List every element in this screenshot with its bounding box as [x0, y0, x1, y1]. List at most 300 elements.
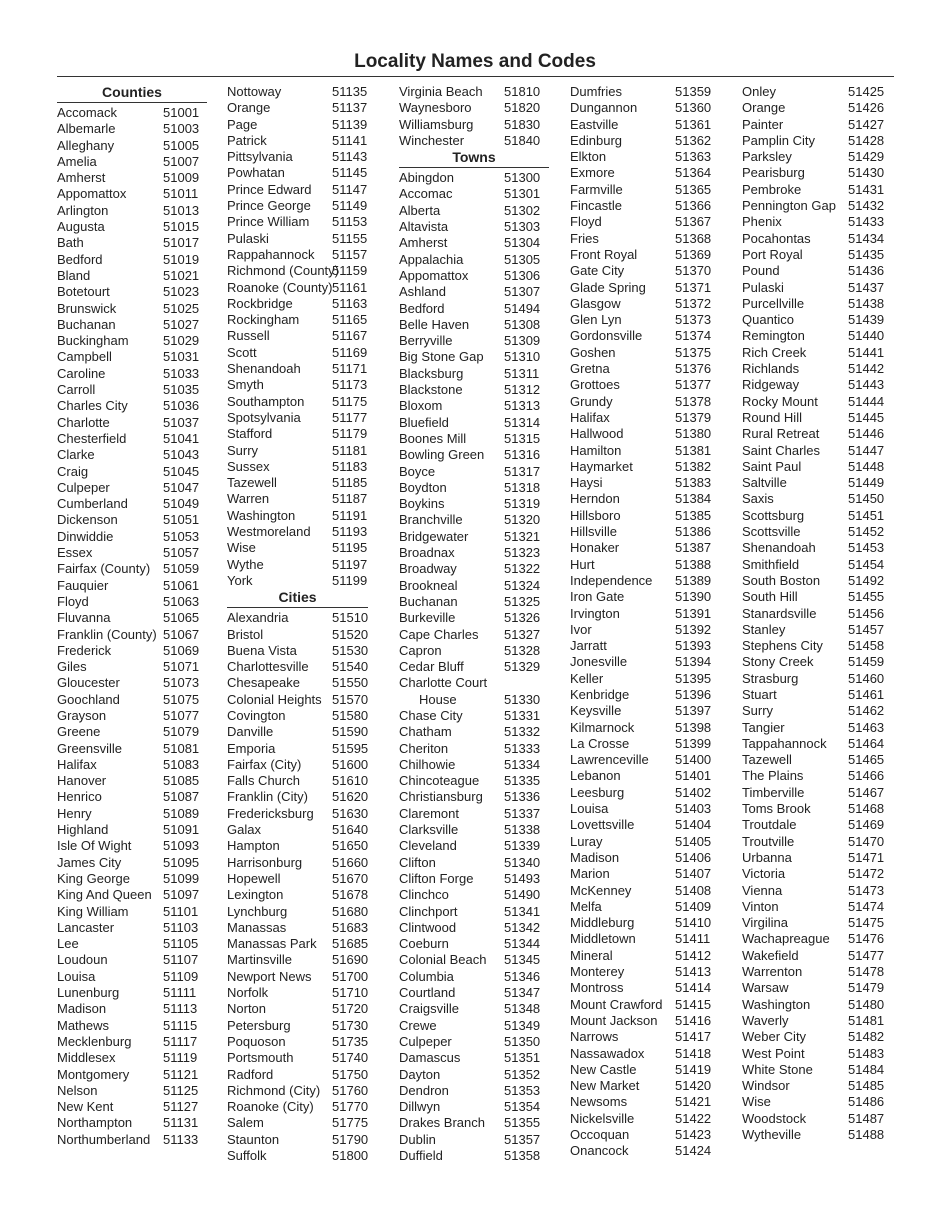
- locality-code: 51353: [504, 1082, 541, 1098]
- locality-row: [57, 301, 207, 317]
- locality-row: [570, 1046, 720, 1062]
- locality-name: Parksley: [742, 149, 792, 165]
- locality-code: 51344: [504, 936, 541, 952]
- locality-code: 51388: [675, 556, 712, 572]
- locality-code: 51376: [675, 361, 712, 377]
- locality-row: [227, 443, 372, 459]
- locality-row: [227, 1132, 372, 1148]
- locality-code: 51750: [332, 1066, 369, 1082]
- locality-code: 51133: [163, 1131, 199, 1147]
- locality-code: 51077: [163, 707, 200, 723]
- locality-code: 51330: [504, 691, 541, 707]
- locality-code: 51416: [675, 1012, 712, 1028]
- locality-code: 51105: [163, 936, 199, 952]
- locality-row: [227, 952, 372, 968]
- locality-row: [570, 817, 720, 833]
- locality-row: [399, 512, 549, 528]
- locality-code: 51580: [332, 707, 369, 723]
- locality-row: [227, 508, 372, 524]
- locality-row: [399, 561, 549, 577]
- locality-code: 51447: [848, 442, 885, 458]
- locality-code: 51199: [332, 572, 368, 588]
- locality-name: Damascus: [399, 1050, 461, 1066]
- locality-row: [742, 1013, 892, 1029]
- locality-row: [742, 638, 892, 654]
- locality-code: 51155: [332, 230, 368, 246]
- locality-name: Roanoke (City): [227, 1099, 314, 1115]
- locality-name: Wytheville: [742, 1127, 802, 1142]
- locality-code: 51159: [332, 263, 368, 279]
- locality-row: [742, 280, 892, 296]
- locality-code: 51057: [163, 545, 200, 561]
- locality-name: West Point: [742, 1045, 805, 1061]
- locality-code: 51570: [332, 691, 369, 707]
- locality-name: Strasburg: [742, 670, 799, 686]
- locality-name: Lynchburg: [227, 903, 288, 919]
- locality-code: 51097: [163, 887, 200, 903]
- locality-code: 51386: [675, 524, 712, 540]
- locality-name: Warren: [227, 491, 270, 507]
- locality-name: Melfa: [570, 898, 602, 914]
- locality-row: [57, 724, 207, 740]
- locality-code: 51377: [675, 377, 712, 393]
- locality-code: 51448: [848, 458, 885, 474]
- locality-row: [570, 117, 720, 133]
- locality-code: 51472: [848, 866, 885, 882]
- locality-row: [227, 708, 372, 724]
- locality-row: [742, 768, 892, 784]
- locality-row: [570, 377, 720, 393]
- locality-code: 51023: [163, 284, 200, 300]
- locality-code: 51115: [163, 1017, 198, 1033]
- locality-row: [742, 801, 892, 817]
- locality-code: 51425: [848, 84, 885, 99]
- locality-code: 51493: [504, 870, 541, 886]
- locality-row: [570, 720, 720, 736]
- locality-row: [227, 610, 372, 626]
- locality-name: Greene: [57, 724, 101, 740]
- locality-name: Hillsboro: [570, 507, 621, 523]
- locality-row: [57, 1034, 207, 1050]
- locality-name: Chesapeake: [227, 675, 300, 691]
- locality-row: [742, 622, 892, 638]
- locality-row: [570, 980, 720, 996]
- locality-code: 51820: [504, 100, 541, 116]
- locality-row: [227, 1050, 372, 1066]
- locality-row: [742, 654, 892, 670]
- locality-row: [399, 724, 549, 740]
- locality-row: [399, 235, 549, 251]
- locality-name: Petersburg: [227, 1017, 291, 1033]
- locality-row: [570, 622, 720, 638]
- locality-name: Stanardsville: [742, 605, 817, 621]
- locality-code: 51093: [163, 838, 200, 854]
- locality-name: Port Royal: [742, 246, 803, 262]
- locality-code: 51363: [675, 149, 712, 165]
- locality-code: 51195: [332, 540, 368, 556]
- locality-row: [227, 887, 372, 903]
- locality-code: 51660: [332, 854, 369, 870]
- locality-code: 51375: [675, 344, 712, 360]
- locality-name: Claremont: [399, 805, 459, 821]
- locality-code: 51332: [504, 724, 541, 740]
- locality-row: [570, 899, 720, 915]
- locality-row: [742, 752, 892, 768]
- locality-row: [227, 627, 372, 643]
- locality-name: Alberta: [399, 202, 441, 218]
- locality-code: 51009: [163, 170, 200, 186]
- locality-name: New Kent: [57, 1099, 114, 1115]
- locality-name: Amelia: [57, 153, 97, 169]
- locality-name: Shenandoah: [227, 361, 301, 377]
- locality-name: Prince Edward: [227, 181, 312, 197]
- locality-row: [227, 475, 372, 491]
- locality-name: Pound: [742, 263, 780, 279]
- locality-code: 51369: [675, 246, 712, 262]
- locality-name: Appomattox: [399, 267, 469, 283]
- locality-name: Lebanon: [570, 768, 621, 784]
- locality-name: Dinwiddie: [57, 528, 114, 544]
- locality-code: 51181: [332, 442, 368, 458]
- locality-name: Mount Crawford: [570, 996, 663, 1012]
- locality-row: [570, 606, 720, 622]
- locality-row: [742, 703, 892, 719]
- locality-name: Pittsylvania: [227, 149, 293, 165]
- locality-name: McKenney: [570, 882, 632, 898]
- locality-name: Victoria: [742, 866, 786, 882]
- locality-row: [57, 1132, 207, 1148]
- locality-row: [57, 594, 207, 610]
- locality-code: 51306: [504, 267, 541, 283]
- locality-name: Culpeper: [399, 1033, 452, 1049]
- locality-code: 51323: [504, 545, 541, 561]
- locality-code: 51610: [332, 773, 369, 789]
- locality-row: [399, 170, 549, 186]
- locality-row: [57, 529, 207, 545]
- locality-name: Warrenton: [742, 964, 803, 980]
- locality-name: Williamsburg: [399, 116, 474, 132]
- locality-name: Caroline: [57, 365, 106, 381]
- locality-row: [570, 850, 720, 866]
- locality-row: [399, 219, 549, 235]
- locality-row: [399, 1034, 549, 1050]
- locality-code: 51341: [504, 903, 541, 919]
- locality-code: 51372: [675, 295, 712, 311]
- locality-name: Onley: [742, 84, 776, 99]
- locality-row: [399, 447, 549, 463]
- locality-code: 51187: [332, 491, 368, 507]
- locality-row: [57, 138, 207, 154]
- locality-row: [742, 1111, 892, 1127]
- locality-code: 51392: [675, 621, 712, 637]
- locality-name: King George: [57, 870, 130, 886]
- locality-code: 51021: [163, 267, 200, 283]
- locality-name: Martinsville: [227, 952, 293, 968]
- locality-code: 51017: [163, 235, 200, 251]
- locality-name: Staunton: [227, 1131, 280, 1147]
- locality-name: Fairfax (County): [57, 561, 151, 577]
- locality-name: Spotsylvania: [227, 409, 301, 425]
- locality-row: [742, 606, 892, 622]
- locality-code: 51163: [332, 295, 368, 311]
- locality-name: Campbell: [57, 349, 112, 365]
- locality-code: 51449: [848, 475, 885, 491]
- locality-code: 51403: [675, 801, 712, 817]
- locality-row: [399, 529, 549, 545]
- locality-code: 51411: [675, 931, 711, 947]
- locality-row: [399, 838, 549, 854]
- locality-code: 51439: [848, 312, 885, 328]
- locality-code: 51036: [163, 398, 200, 414]
- locality-name: Troutdale: [742, 817, 797, 833]
- locality-row: [742, 377, 892, 393]
- locality-row: [742, 231, 892, 247]
- locality-row: [227, 247, 372, 263]
- locality-name: Saint Paul: [742, 458, 802, 474]
- locality-name: Chilhowie: [399, 756, 456, 772]
- locality-row: [399, 480, 549, 496]
- locality-code: 51408: [675, 882, 712, 898]
- locality-name: Gate City: [570, 263, 625, 279]
- locality-name: Roanoke (County): [227, 279, 333, 295]
- section-header-towns: Towns: [399, 149, 549, 168]
- locality-code: 51550: [332, 675, 369, 691]
- locality-name: Glasgow: [570, 295, 621, 311]
- locality-name: Hurt: [570, 556, 595, 572]
- locality-code: 51373: [675, 312, 712, 328]
- locality-code: 51406: [675, 849, 712, 865]
- locality-name: The Plains: [742, 768, 804, 784]
- locality-row: [742, 948, 892, 964]
- locality-name: Louisa: [57, 968, 96, 984]
- locality-row: [399, 496, 549, 512]
- title-rule: [57, 76, 894, 77]
- locality-code: 51710: [332, 985, 369, 1001]
- locality-row: [742, 850, 892, 866]
- locality-row: [227, 643, 372, 659]
- locality-name: Northampton: [57, 1115, 133, 1131]
- locality-row: [570, 1013, 720, 1029]
- locality-row: [399, 252, 549, 268]
- locality-name: Northumberland: [57, 1131, 151, 1147]
- locality-row: [399, 117, 549, 133]
- locality-row: [227, 182, 372, 198]
- locality-code: 51197: [332, 556, 368, 572]
- locality-code: 51103: [163, 919, 199, 935]
- column-3: [399, 84, 549, 1164]
- locality-code: 51337: [504, 805, 541, 821]
- locality-row: [399, 594, 549, 610]
- locality-row: [227, 361, 372, 377]
- locality-row: [742, 459, 892, 475]
- locality-name: Loudoun: [57, 952, 108, 968]
- locality-row: [570, 182, 720, 198]
- locality-code: 51359: [675, 84, 712, 99]
- locality-code: 51316: [504, 447, 541, 463]
- locality-name: Waynesboro: [399, 100, 472, 116]
- locality-code: 51113: [163, 1001, 198, 1017]
- locality-row: [399, 822, 549, 838]
- locality-row: [742, 1094, 892, 1110]
- locality-row: [742, 573, 892, 589]
- locality-name: Fluvanna: [57, 610, 111, 626]
- locality-code: 51361: [675, 116, 712, 132]
- locality-row: [570, 198, 720, 214]
- locality-code: 51540: [332, 659, 369, 675]
- locality-code: 51483: [848, 1045, 885, 1061]
- locality-name: New Castle: [570, 1061, 637, 1077]
- locality-code: 51432: [848, 198, 885, 214]
- locality-name: Richlands: [742, 361, 800, 377]
- locality-row: [227, 573, 372, 589]
- locality-code: 51402: [675, 784, 712, 800]
- locality-name: Washington: [742, 996, 811, 1012]
- locality-row: [227, 328, 372, 344]
- locality-row: [57, 855, 207, 871]
- locality-row: [399, 806, 549, 822]
- locality-row: [57, 105, 207, 121]
- locality-name: Hamilton: [570, 442, 622, 458]
- locality-row: [227, 871, 372, 887]
- locality-name: Tazewell: [742, 752, 792, 768]
- locality-code: 51314: [504, 414, 541, 430]
- locality-row: [399, 789, 549, 805]
- locality-name: Craig: [57, 463, 89, 479]
- locality-code: 51047: [163, 479, 200, 495]
- locality-name: Onancock: [570, 1143, 629, 1159]
- locality-row: [57, 675, 207, 691]
- locality-code: 51347: [504, 985, 541, 1001]
- locality-code: 51317: [504, 463, 541, 479]
- locality-row: [57, 382, 207, 398]
- locality-name: Cheriton: [399, 740, 449, 756]
- locality-row: [570, 475, 720, 491]
- locality-code: 51409: [675, 898, 712, 914]
- locality-name: Norton: [227, 1001, 267, 1017]
- locality-row: [227, 1018, 372, 1034]
- locality-name: Dayton: [399, 1066, 441, 1082]
- locality-row: [227, 394, 372, 410]
- locality-name: Kenbridge: [570, 686, 630, 702]
- locality-name: Hillsville: [570, 524, 617, 540]
- locality-name: Luray: [570, 833, 603, 849]
- locality-code: 51485: [848, 1078, 885, 1094]
- locality-name: Frederick: [57, 642, 112, 658]
- locality-code: 51446: [848, 426, 885, 442]
- locality-code: 51191: [332, 507, 368, 523]
- locality-row: [570, 557, 720, 573]
- locality-name: Fincastle: [570, 198, 623, 214]
- locality-name: Newport News: [227, 968, 312, 984]
- locality-row: [399, 545, 549, 561]
- locality-name: Monterey: [570, 964, 625, 980]
- locality-code: 51735: [332, 1033, 369, 1049]
- locality-row: [399, 1050, 549, 1066]
- locality-name: Brookneal: [399, 577, 458, 593]
- locality-code: 51630: [332, 805, 369, 821]
- locality-code: 51145: [332, 165, 368, 181]
- locality-code: 51319: [504, 496, 541, 512]
- locality-row: [570, 328, 720, 344]
- locality-row: [57, 920, 207, 936]
- locality-name: Arlington: [57, 202, 109, 218]
- locality-row: [742, 182, 892, 198]
- locality-name: Broadway: [399, 561, 457, 577]
- locality-row: [399, 100, 549, 116]
- locality-row: [399, 643, 549, 659]
- locality-code: 51435: [848, 246, 885, 262]
- locality-row: [399, 1099, 549, 1115]
- locality-code: 51399: [675, 735, 712, 751]
- locality-row: [57, 822, 207, 838]
- locality-row: [570, 443, 720, 459]
- locality-code: 51760: [332, 1082, 369, 1098]
- locality-name: Clifton Forge: [399, 870, 474, 886]
- locality-code: 51358: [504, 1148, 541, 1163]
- locality-row: [399, 284, 549, 300]
- locality-code: 51431: [848, 181, 885, 197]
- locality-name: Bath: [57, 235, 84, 251]
- locality-name: Covington: [227, 707, 286, 723]
- locality-name: Purcellville: [742, 295, 805, 311]
- locality-name: Virginia Beach: [399, 84, 483, 99]
- locality-name: Goochland: [57, 691, 120, 707]
- locality-row: [227, 345, 372, 361]
- locality-row: [742, 997, 892, 1013]
- locality-code: 51595: [332, 740, 369, 756]
- locality-code: 51520: [332, 626, 369, 642]
- locality-name: Christiansburg: [399, 789, 483, 805]
- locality-row: [742, 133, 892, 149]
- locality-row: [57, 1018, 207, 1034]
- locality-name: Independence: [570, 572, 653, 588]
- locality-code: 51461: [848, 686, 885, 702]
- locality-row: [570, 508, 720, 524]
- locality-code: 51382: [675, 458, 712, 474]
- locality-name: Lancaster: [57, 919, 115, 935]
- locality-name: Lunenburg: [57, 985, 120, 1001]
- locality-name: Middlesex: [57, 1050, 116, 1066]
- locality-row: [570, 524, 720, 540]
- locality-name: Warsaw: [742, 980, 789, 996]
- locality-row: [742, 931, 892, 947]
- locality-row: [227, 377, 372, 393]
- locality-row: [570, 1029, 720, 1045]
- locality-code: 51101: [163, 903, 199, 919]
- locality-code: 51384: [675, 491, 712, 507]
- locality-row: [742, 394, 892, 410]
- locality-name: Wise: [227, 540, 256, 556]
- locality-row: [570, 165, 720, 181]
- locality-name: Farmville: [570, 181, 623, 197]
- locality-row: [57, 480, 207, 496]
- locality-code: 51135: [332, 84, 368, 99]
- locality-name: Grayson: [57, 707, 107, 723]
- locality-code: 51137: [332, 100, 368, 116]
- locality-name: Prince William: [227, 214, 310, 230]
- locality-code: 51401: [675, 768, 712, 784]
- locality-code: 51467: [848, 784, 885, 800]
- locality-name: Keller: [570, 670, 604, 686]
- locality-name: Dendron: [399, 1082, 449, 1098]
- locality-code: 51308: [504, 316, 541, 332]
- locality-row: [742, 817, 892, 833]
- locality-code: 51398: [675, 719, 712, 735]
- locality-name: Pocahontas: [742, 230, 811, 246]
- locality-row: [57, 464, 207, 480]
- locality-row: [742, 1127, 892, 1143]
- locality-code: 51414: [675, 980, 712, 996]
